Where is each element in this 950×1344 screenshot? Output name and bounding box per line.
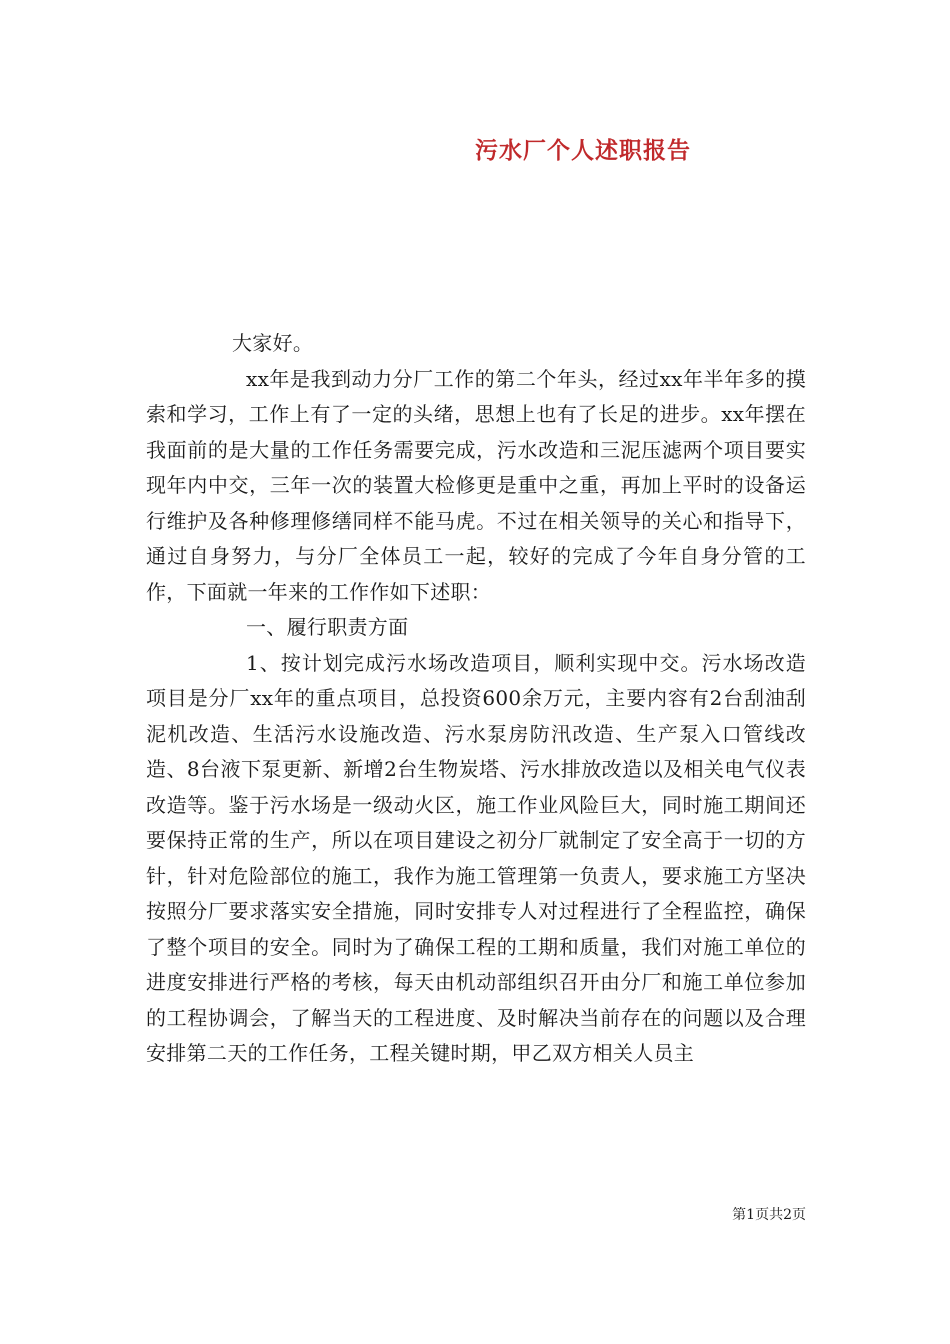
paragraph-item-1: 1、按计划完成污水场改造项目，顺利实现中交。污水场改造项目是分厂xx年的重点项目，总投资600余万元，主要内容有2台刮油刮泥机改造、生活污水设施改造、污水泵房防汛改造、生产泵入口管线改造、8台液下泵更新、新增2台生物炭塔、污水排放改造以及相关电气仪表改造等。鉴于污水场是一级动火区，施工作业风险巨大，同时施工期间还要保持正常的生产，所以在项目建设之初分厂就制定了安全高于一切的方针，针对危险部位的施工，我作为施工管理第一负责人，要求施工方坚决按照分厂要求落实安全措施，同时安排专人对过程进行了全程监控，确保了整个项目的安全。同时为了确保工程的工期和质量，我们对施工单位的进度安排进行严格的考核，每天由机动部组织召开由分厂和施工单位参加的工程协调会，了解当天的工程进度、及时解决当前存在的问题以及合理安排第二天的工作任务，工程关键时期，甲乙双方相关人员主 — [146, 650, 806, 1065]
document-body — [146, 326, 806, 1072]
document-title: 污水厂个人述职报告 — [475, 137, 691, 164]
greeting-line: 大家好。 — [232, 331, 314, 355]
paragraph-intro: xx年是我到动力分厂工作的第二个年头，经过xx年半年多的摸索和学习，工作上有了一定的头绪，思想上也有了长足的进步。xx年摆在我面前的是大量的工作任务需要完成，污水改造和三泥压滤两个项目要实现年内中交，三年一次的装置大检修更是重中之重，再加上平时的设备运行维护及各种修理修缮同样不能马虎。不过在相关领导的关心和指导下，通过自身努力，与分厂全体员工一起，较好的完成了今年自身分管的工作，下面就一年来的工作作如下述职： — [146, 366, 806, 604]
page-footer: 第1页共2页 — [732, 1207, 806, 1223]
section-heading-duties: 一、履行职责方面 — [246, 615, 409, 639]
